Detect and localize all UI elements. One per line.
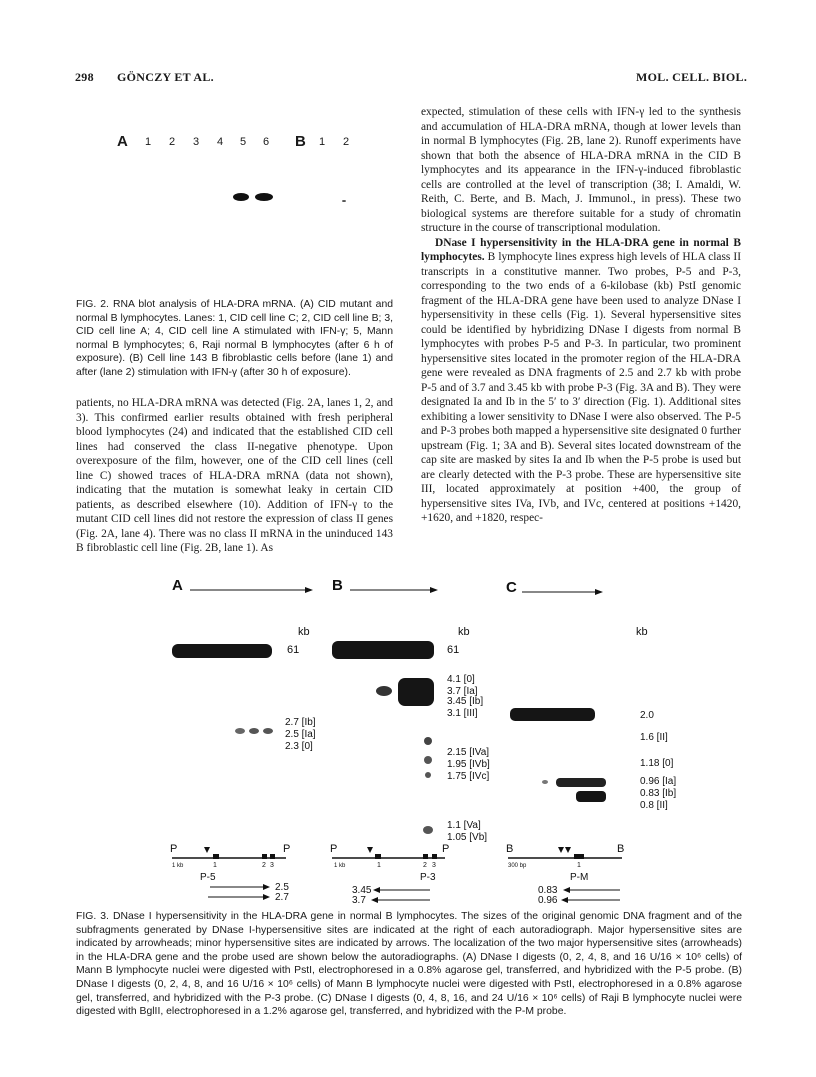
fig3-c-f1: 0.83 [538,885,558,896]
fig3-c-probe: P-M [570,872,589,883]
fig3-c-b4: 0.96 [Ia] [640,776,677,787]
fig3-b-b7: 1.95 [IVb] [447,759,490,770]
fig3-b-b6: 2.15 [IVa] [447,747,490,758]
fig3-a-scale: 1 kb [172,863,184,869]
fig3-b-probe: P-3 [420,872,436,883]
fig3-b-m1: 1 [377,862,381,869]
fig3-b-b10: 1.05 [Vb] [447,832,488,843]
fig3-c-end2: B [617,843,625,855]
fig3-b-kb: kb [458,626,470,638]
fig3-panel-a [170,577,316,903]
fig3-a-b4: 2.3 [0] [285,741,313,752]
fig2-panel-a-label: A [117,133,128,150]
fig3-c-b1: 2.0 [640,710,654,721]
fig2-lane-a3: 3 [193,136,200,148]
fig2-lane-b2: 2 [343,136,350,148]
fig3-c-band-20 [510,708,595,721]
fig3-c-b6: 0.8 [II] [640,800,668,811]
fig3-b-end2: P [442,843,450,855]
fig3-b-b1: 61 [447,644,460,656]
fig3-c-b3: 1.18 [0] [640,758,674,769]
left-column-body: patients, no HLA-DRA mRNA was detected (Fig. 2A, lanes 1, 2, and 3). This confirmed earlier results obtained with fresh peripheral blood lymphocytes (24) and indicated that the established CID cell lines had conserved the class II-negative phenotype. Upon overexposure of the film, however, one of the CID cell lines (cell line C) showed traces of HLA-DRA mRNA (data not shown), indicating that the mutation is somewhat leaky in certain CID patients, as described elsewhere (10). Addition of IFN-γ to the mutant CID cell lines did not restore the expression of class II genes (Fig. 2A, lane 4). There was no class II mRNA in the uninduced 143 B fibroblastic cell line (Fig. 2B, lane 1). As [76,397,393,554]
fig3-b-b9: 1.1 [Va] [447,820,481,831]
fig3-b-band-61 [332,641,434,659]
fig3-b-b5: 3.1 [III] [447,708,478,719]
running-authors: GÖNCZY ET AL. [117,70,214,84]
fig2-caption: FIG. 2. RNA blot analysis of HLA-DRA mRNA. (A) CID mutant and normal B lymphocytes. Lanes: 1, CID cell line C; 2, CID cell line B; 3, CID cell line A; 4, CID cell line A stimulated with IFN-γ; 5, Mann normal B lymphocytes; 6, Raji normal B lymphocytes (after 6 h of exposure). (B) Cell line 143 B fibroblastic cells before (lane 1) and after (lane 2) stimulation with IFN-γ (after 30 h of exposure). [76,299,393,378]
fig3-c-kb: kb [636,626,648,638]
fig3-c-label: C [506,579,517,596]
fig3-a-f1: 2.5 [275,882,289,893]
page-number: 298 [75,70,94,84]
fig3-b-m3: 3 [432,862,436,869]
fig3-caption: FIG. 3. DNase I hypersensitivity in the HLA-DRA gene in normal B lymphocytes. The sizes of the original genomic DNA fragment and of the subfragments generated by DNase I-hypersensitive sites are indicated at the right of each autoradiograph. Major hypersensitive sites are indicated by arrowheads; minor hypersensitive sites are indicated by arrows. The localization of the two major hypersensitive sites (arrowheads) in the HLA-DRA gene and the probe used are shown below the autoradiographs. (A) DNase I digests (0, 2, 4, 8, and 16 U/16 × 10⁶ cells) of Mann B lymphocyte nuclei were digested with PstI, electrophoresed in a 0.8% agarose gel, transferred, and hybridized with the P-5 probe. (B) DNase I digests (0, 2, 4, 8, and 16 U/16 × 10⁶ cells) of Mann B lymphocyte nuclei were digested with PstI, electrophoresed in a 0.8% agarose gel, transferred, and hybridized with the P-3 probe. (C) DNase I digests (0, 4, 8, 16, and 24 U/16 × 10⁶ cells) of Raji B lymphocyte nuclei were digested with BglII, electrophoresed in a 1.2% agarose gel, transferred, and hybridized with the P-M probe. [76,911,742,1018]
fig3-a-m3: 3 [270,862,274,869]
fig2-lane-a1: 1 [145,136,152,148]
fig3-b-b2: 4.1 [0] [447,674,475,685]
fig3-a-kb: kb [298,626,310,638]
fig3-a-label: A [172,577,183,594]
fig3-a-b2: 2.7 [Ib] [285,717,316,728]
fig3-c-m1: 1 [577,862,581,869]
fig2-lane-a2: 2 [169,136,176,148]
fig3-a-m1: 1 [213,862,217,869]
fig3-b-m2: 2 [423,862,427,869]
fig2-panel-b-label: B [295,133,306,150]
fig3-b-b8: 1.75 [IVc] [447,771,490,782]
fig3-a-band-61 [172,644,272,658]
fig3-b-b4: 3.45 [Ib] [447,696,484,707]
fig3-a-b1: 61 [287,644,300,656]
fig3-c-end1: B [506,843,514,855]
fig2-lane-b1: 1 [319,136,326,148]
fig3-a-probe: P-5 [200,872,216,883]
fig2-lane-a6: 6 [263,136,270,148]
journal-name: MOL. CELL. BIOL. [636,70,748,84]
fig3-panel-c [506,579,676,906]
fig3-a-end1: P [170,843,178,855]
fig3-a-b3: 2.5 [Ia] [285,729,316,740]
fig3-b-f2: 3.7 [352,895,366,906]
fig3-b-scale: 1 kb [334,863,346,869]
fig2-lane-a4: 4 [217,136,224,148]
section-heading: DNase I hypersensitivity in the HLA-DRA gene in normal B lymphocytes. [421,236,741,263]
fig3-a-m2: 2 [262,862,266,869]
fig3-a-f2: 2.7 [275,892,289,903]
fig3-c-f2: 0.96 [538,895,558,906]
fig3-a-end2: P [283,843,291,855]
fig3-b-label: B [332,577,343,594]
fig3-b-f1: 3.45 [352,885,372,896]
fig3-b-b3: 3.7 [Ia] [447,686,478,697]
fig3-panel-b [330,577,490,906]
fig2-lane-a5: 5 [240,136,247,148]
fig3-c-b5: 0.83 [Ib] [640,788,677,799]
fig3-c-scale: 300 bp [508,863,527,869]
right-para-2: B lymphocyte lines express high levels of HLA class II transcripts in a constitutive manner. Two probes, P-5 and P-3, corresponding to the two ends of a 6-kilobase (kb) PstI genomic fragment of the HLA-DRA gene have been used to analyze DNase I hypersensitivity in these cells (Fig. 1). Several hypersensitive sites could be identified by hybridizing DNase I digests from normal B lymphocytes with probes P-5 and P-3. In particular, two prominent hypersensitive sites located in the promoter region of the HLA-DRA gene were revealed as DNA fragments of 2.5 and 2.7 kb with probe P-5 and of 3.7 and 3.45 kb with probe P-3 (Fig. 3A and B). They were designated Ia and Ib in the 5′ to 3′ direction (Fig. 1). Additional sites exhibiting a lower sensitivity to DNase I were also observed. The P-5 and P-3 probes both mapped a hypersensitive site designated 0 further upstream (Fig. 1; 3A and B). Several sites located downstream of the cap site are masked by sites Ia and Ib when the P-5 probe is used but are clearly detected with the P-3 probe. These are hypersensitive site III, located approximately at position +400, the group of hypersensitive sites IVa, IVb, and IVc, centered at positions +1420, +1620, and +1820, respec- [421,251,741,524]
right-para-1: expected, stimulation of these cells with IFN-γ led to the synthesis and accumulation of HLA-DRA mRNA, though at lower levels than in normal B lymphocytes (Fig. 2B, lane 2). Runoff experiments have shown that both the absence of HLA-DRA mRNA in the CID B lymphocytes and its appearance in the IFN-γ-induced fibroblastic cells are controlled at the level of transcription (38; I. Amaldi, W. Reith, C. Berte, and B. Mach, J. Immunol., in press). These two biological systems are therefore suitable for a study of chromatin structure in the course of transcriptional modulation. [421,106,741,234]
fig3-b-end1: P [330,843,338,855]
fig3-c-b2: 1.6 [II] [640,732,668,743]
